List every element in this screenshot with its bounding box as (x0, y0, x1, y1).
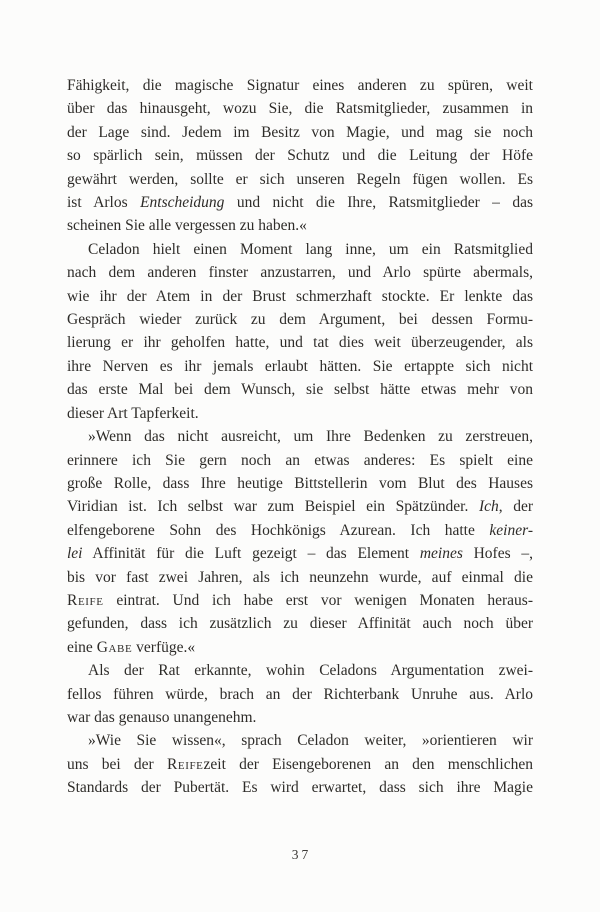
text-segment: verfüge.« (132, 638, 196, 656)
text-line (67, 97, 533, 120)
text-segment-italic: lei (67, 545, 83, 563)
text-line (67, 472, 533, 495)
text-segment-italic: keiner- (489, 521, 533, 539)
text-segment: war das genauso unangenehm. (67, 708, 257, 726)
text-segment: zeit der Eisengeborenen an den menschlichen (203, 755, 533, 773)
text-segment: Affinität für die Luft gezeigt – das Element (82, 545, 420, 563)
text-line (67, 168, 533, 191)
text-segment: gefunden, dass ich zusätzlich zu dieser Affinität auch noch über (67, 615, 533, 633)
text-line (67, 542, 533, 565)
text-line (67, 753, 533, 776)
text-segment: gewährt werden, sollte er sich unseren Regeln fügen wollen. Es (67, 170, 533, 188)
text-segment-smallcaps: Gabe (96, 638, 133, 656)
text-segment: Viridian ist. Ich selbst war zum Beispiel ein Spätzünder. (67, 498, 479, 516)
text-segment: das erste Mal bei dem Wunsch, sie selbst hätte etwas mehr von (67, 381, 533, 399)
text-line (67, 612, 533, 635)
text-line (67, 308, 533, 331)
text-segment: Standards der Pubertät. Es wird erwartet, dass sich ihre Magie (67, 779, 533, 797)
text-segment: Gespräch wieder zurück zu dem Argument, bei dessen Formu- (67, 311, 533, 329)
text-segment: Als der Rat erkannte, wohin Celadons Argumentation zwei- (88, 662, 533, 680)
text-segment: eine (67, 638, 97, 656)
text-segment: Celadon hielt einen Moment lang inne, um ein Ratsmitglied (88, 240, 533, 258)
text-line (67, 449, 533, 472)
text-segment: nach dem anderen finster anzustarren, und Arlo spürte abermals, (67, 264, 533, 282)
text-line (67, 402, 533, 425)
text-line (67, 729, 533, 752)
text-line (67, 706, 533, 729)
text-segment: wie ihr der Atem in der Brust schmerzhaft stockte. Er lenkte das (67, 287, 533, 305)
text-segment: über das hinausgeht, wozu Sie, die Ratsmitglieder, zusammen in (67, 100, 533, 118)
text-segment: , der (498, 498, 533, 516)
text-line (67, 683, 533, 706)
text-line (67, 238, 533, 261)
text-line (67, 121, 533, 144)
text-line (67, 776, 533, 799)
text-segment: dieser Art Tapferkeit. (67, 404, 199, 422)
text-line (67, 285, 533, 308)
text-segment: lierung er ihr geholfen hatte, und tat dies weit überzeugender, als (67, 334, 533, 352)
text-block (67, 74, 533, 800)
text-segment-smallcaps: Reife (166, 755, 204, 773)
paragraph (67, 659, 533, 729)
text-line (67, 378, 533, 401)
text-segment: »Wenn das nicht ausreicht, um Ihre Bedenken zu zerstreuen, (88, 428, 533, 446)
text-line (67, 214, 533, 237)
text-line (67, 519, 533, 542)
text-segment-italic: Ich (478, 498, 499, 516)
text-segment: Hofes –, (462, 545, 533, 563)
text-line (67, 659, 533, 682)
paragraph (67, 74, 533, 238)
text-segment: große Rolle, dass Ihre heutige Bittstellerin vom Blut des Hauses (67, 474, 533, 492)
paragraph (67, 238, 533, 425)
text-line (67, 74, 533, 97)
text-segment: Fähigkeit, die magische Signatur eines anderen zu spüren, weit (67, 77, 533, 94)
text-segment: »Wie Sie wissen«, sprach Celadon weiter, »orientieren wir (88, 732, 533, 750)
text-segment: bis vor fast zwei Jahren, als ich neunzehn wurde, auf einmal die (67, 568, 533, 586)
text-segment: so spärlich sein, müssen der Schutz und die Leitung der Höfe (67, 147, 533, 165)
text-segment: erinnere ich Sie gern noch an etwas anderes: Es spielt eine (67, 451, 533, 469)
text-segment: der Lage sind. Jedem im Besitz von Magie, und mag sie noch (67, 123, 533, 141)
text-segment: fellos führen würde, brach an der Richterbank Unruhe aus. Arlo (67, 685, 533, 703)
text-segment: ist Arlos (67, 194, 141, 212)
text-line (67, 636, 533, 659)
paragraph (67, 729, 533, 799)
page-number: 37 (291, 847, 312, 862)
text-line (67, 331, 533, 354)
text-line (67, 261, 533, 284)
text-segment: und nicht die Ihre, Ratsmitglieder – das (224, 194, 533, 212)
text-segment-italic: meines (419, 545, 463, 563)
text-line (67, 355, 533, 378)
paragraph (67, 425, 533, 659)
text-line (67, 566, 533, 589)
text-line (67, 495, 533, 518)
text-line (67, 144, 533, 167)
text-segment-italic: Entscheidung (140, 194, 225, 212)
text-segment-smallcaps: Reife (67, 591, 104, 609)
text-line (67, 191, 533, 214)
text-segment: uns bei der (67, 755, 167, 773)
text-segment: elfengeborene Sohn des Hochkönigs Azurean. Ich hatte (67, 521, 490, 539)
text-segment: ihre Nerven es ihr jemals erlaubt hätten. Sie ertappte sich nicht (67, 357, 533, 375)
text-segment: eintrat. Und ich habe erst vor wenigen Monaten heraus- (103, 591, 533, 609)
text-segment: scheinen Sie alle vergessen zu haben.« (67, 217, 307, 235)
text-line (67, 589, 533, 612)
text-line (67, 425, 533, 448)
